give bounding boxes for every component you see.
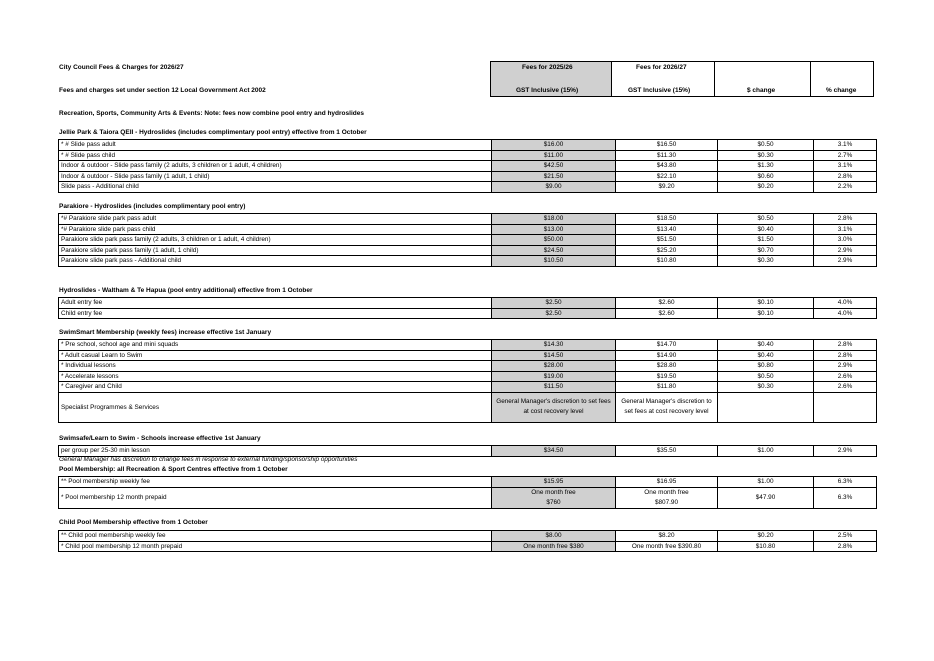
dollar-change-cell: $0.60 [718, 171, 814, 182]
fee-label-cell: *^ Pool membership weekly fee [59, 477, 492, 488]
fee-2026-cell: One month free $390.80 [616, 541, 718, 552]
dollar-change-cell: $1.00 [718, 446, 814, 457]
fee-label-cell: * Pool membership 12 month prepaid [59, 487, 492, 508]
table-row [59, 350, 877, 361]
fee-label-cell: * # Slide pass adult [59, 140, 492, 151]
fee-2026-cell: $43.80 [616, 161, 718, 172]
percent-change-cell: 2.9% [814, 256, 877, 267]
section-title: Swimsafe/Learn to Swim - Schools increase effective 1st January [59, 435, 261, 442]
table-row-prepaid [59, 487, 877, 508]
table-row [59, 340, 877, 351]
fee-2025-cell: $14.30 [492, 340, 616, 351]
fee-2025-cell: $14.50 [492, 350, 616, 361]
fee-label-cell: Specialist Programmes & Services [59, 392, 492, 422]
fee-label-cell: Adult entry fee [59, 298, 492, 309]
fee-2026-cell: One month free $807.90 [616, 487, 718, 508]
fee-2026-cell: $2.60 [616, 298, 718, 309]
percent-change-cell: 2.8% [814, 350, 877, 361]
fee-2026-cell: $13.40 [616, 224, 718, 235]
fee-2025-cell: One month free $380 [492, 541, 616, 552]
fee-2026-cell: $25.20 [616, 245, 718, 256]
percent-change-cell: 4.0% [814, 298, 877, 309]
table-row [59, 541, 877, 552]
percent-change-cell: 2.9% [814, 361, 877, 372]
fees-table-parakiore [58, 213, 877, 267]
fee-2026-cell: $14.70 [616, 340, 718, 351]
percent-change-cell: 2.2% [814, 182, 877, 193]
percent-change-cell: 6.3% [814, 487, 877, 508]
section-title: Parakiore - Hydroslides (includes complimentary pool entry) [59, 203, 246, 210]
table-row [59, 235, 877, 246]
table-row [59, 361, 877, 372]
fee-label-cell: * # Slide pass child [59, 150, 492, 161]
fee-label-cell: * Adult casual Learn to Swim [59, 350, 492, 361]
percent-change-cell: 2.8% [814, 214, 877, 225]
fee-2025-cell: $21.50 [492, 171, 616, 182]
fee-2025-cell: $11.00 [492, 150, 616, 161]
fee-label-cell: Parakiore slide park pass - Additional child [59, 256, 492, 267]
fee-label-cell: Parakiore slide park pass family (1 adult, 1 child) [59, 245, 492, 256]
dollar-change-cell: $0.50 [718, 140, 814, 151]
page-title: City Council Fees & Charges for 2026/27 [59, 64, 184, 71]
dollar-change-cell: $0.40 [718, 340, 814, 351]
col-pct: % change [826, 87, 857, 94]
page-subtitle: Fees and charges set under section 12 Local Government Act 2002 [59, 87, 266, 94]
discretion-note: General Manager has discretion to change fees in response to external funding/sponsorship opportunities [59, 456, 358, 463]
percent-change-cell: 2.5% [814, 531, 877, 542]
fees-table-swimsafe [58, 445, 877, 457]
dollar-change-cell: $0.40 [718, 224, 814, 235]
dollar-change-cell: $47.90 [718, 487, 814, 508]
percent-change-cell: 3.1% [814, 140, 877, 151]
fee-2026-cell: $11.30 [616, 150, 718, 161]
fee-2026-cell: $18.50 [616, 214, 718, 225]
dollar-change-cell: $0.10 [718, 298, 814, 309]
fee-2025-cell: $42.50 [492, 161, 616, 172]
fee-2025-cell: $50.00 [492, 235, 616, 246]
fee-label-cell: per group per 25-30 min lesson [59, 446, 492, 457]
percent-change-cell [814, 392, 877, 422]
fee-label-cell: *# Parakiore slide park pass adult [59, 214, 492, 225]
section-title: Jellie Park & Taiora QEII - Hydroslides (includes complimentary pool entry) effective from 1 October [59, 129, 367, 136]
table-row [59, 371, 877, 382]
percent-change-cell: 3.1% [814, 161, 877, 172]
table-row [59, 477, 877, 488]
table-row [59, 182, 877, 193]
fee-2025-cell: $34.50 [492, 446, 616, 457]
fee-2025-cell: $10.50 [492, 256, 616, 267]
fee-label-cell: *# Parakiore slide park pass child [59, 224, 492, 235]
table-row [59, 446, 877, 457]
fee-2025-cell: $19.00 [492, 371, 616, 382]
table-row [59, 150, 877, 161]
percent-change-cell: 2.6% [814, 382, 877, 393]
dollar-change-cell: $0.50 [718, 214, 814, 225]
dollar-change-cell: $0.30 [718, 150, 814, 161]
section-title: Pool Membership: all Recreation & Sport Centres effective from 1 October [59, 466, 288, 473]
fee-2026-cell: $9.20 [616, 182, 718, 193]
fee-label-cell: Child entry fee [59, 308, 492, 319]
fee-2026-cell: $10.80 [616, 256, 718, 267]
percent-change-cell: 2.6% [814, 371, 877, 382]
col-old-title: Fees for 2025/26 [522, 64, 573, 71]
fee-label-cell: Parakiore slide park pass family (2 adults, 3 children or 1 adult, 4 children) [59, 235, 492, 246]
fee-label-cell: Indoor & outdoor - Slide pass family (1 adult, 1 child) [59, 171, 492, 182]
fee-2026-cell: $35.50 [616, 446, 718, 457]
percent-change-cell: 2.9% [814, 245, 877, 256]
percent-change-cell: 2.8% [814, 541, 877, 552]
percent-change-cell: 3.1% [814, 224, 877, 235]
fee-2025-cell: $24.50 [492, 245, 616, 256]
fee-2026-cell: $16.95 [616, 477, 718, 488]
table-row [59, 256, 877, 267]
percent-change-cell: 4.0% [814, 308, 877, 319]
percent-change-cell: 3.0% [814, 235, 877, 246]
table-row [59, 298, 877, 309]
fees-table-hydroslides-waltham [58, 297, 877, 319]
table-row [59, 308, 877, 319]
percent-change-cell: 6.3% [814, 477, 877, 488]
dollar-change-cell: $0.40 [718, 350, 814, 361]
fee-2026-cell: $28.80 [616, 361, 718, 372]
fee-label-cell: * Individual lessons [59, 361, 492, 372]
fee-2025-cell: $16.00 [492, 140, 616, 151]
dollar-change-cell: $0.70 [718, 245, 814, 256]
fee-label-cell: * Caregiver and Child [59, 382, 492, 393]
fees-table-jellie-park [58, 139, 877, 193]
fee-label-cell: Slide pass - Additional child [59, 182, 492, 193]
fee-2025-cell: $18.00 [492, 214, 616, 225]
table-row [59, 531, 877, 542]
table-row-specialist [59, 392, 877, 422]
dollar-change-cell: $0.30 [718, 256, 814, 267]
table-row [59, 171, 877, 182]
table-row [59, 214, 877, 225]
percent-change-cell: 2.8% [814, 340, 877, 351]
fee-label-cell: *^ Child pool membership weekly fee [59, 531, 492, 542]
fee-2025-cell: $28.00 [492, 361, 616, 372]
col-old-sub: GST Inclusive (15%) [516, 87, 579, 94]
table-row [59, 224, 877, 235]
dollar-change-cell: $0.50 [718, 371, 814, 382]
fee-2025-cell: $13.00 [492, 224, 616, 235]
col-change: $ change [747, 87, 776, 94]
fee-2025-cell: $9.00 [492, 182, 616, 193]
fees-table-pool-membership [58, 476, 877, 509]
table-row [59, 140, 877, 151]
dollar-change-cell [718, 392, 814, 422]
percent-change-cell: 2.8% [814, 171, 877, 182]
dollar-change-cell: $0.10 [718, 308, 814, 319]
dollar-change-cell: $1.30 [718, 161, 814, 172]
fee-2026-cell: $11.80 [616, 382, 718, 393]
fee-2025-cell: $11.50 [492, 382, 616, 393]
fee-2025-cell: $8.00 [492, 531, 616, 542]
fee-2026-cell: $14.90 [616, 350, 718, 361]
percent-change-cell: 2.7% [814, 150, 877, 161]
table-row [59, 161, 877, 172]
fees-table-child-pool-membership [58, 530, 877, 552]
fee-2026-cell: $16.50 [616, 140, 718, 151]
fee-2025-cell: $15.95 [492, 477, 616, 488]
fee-2026-cell: $19.50 [616, 371, 718, 382]
fee-2025-cell: $2.50 [492, 308, 616, 319]
section-title: Hydroslides - Waltham & Te Hapua (pool entry additional) effective from 1 October [59, 287, 313, 294]
section-title: SwimSmart Membership (weekly fees) increase effective 1st January [59, 329, 272, 336]
dollar-change-cell: $1.50 [718, 235, 814, 246]
dollar-change-cell: $0.80 [718, 361, 814, 372]
dollar-change-cell: $0.30 [718, 382, 814, 393]
fee-label-cell: Indoor & outdoor - Slide pass family (2 adults, 3 children or 1 adult, 4 children) [59, 161, 492, 172]
fee-2026-cell: $22.10 [616, 171, 718, 182]
fee-label-cell: * Child pool membership 12 month prepaid [59, 541, 492, 552]
dollar-change-cell: $0.20 [718, 531, 814, 542]
fee-label-cell: * Accelerate lessons [59, 371, 492, 382]
fee-2026-cell: $51.50 [616, 235, 718, 246]
fee-2026-cell: $8.20 [616, 531, 718, 542]
fee-2026-cell: $2.60 [616, 308, 718, 319]
dollar-change-cell: $10.80 [718, 541, 814, 552]
fee-2025-cell: One month free $760 [492, 487, 616, 508]
dollar-change-cell: $0.20 [718, 182, 814, 193]
fee-2025-cell: General Manager's discretion to set fees at cost recovery level [492, 392, 616, 422]
col-new-title: Fees for 2026/27 [636, 64, 687, 71]
dollar-change-cell: $1.00 [718, 477, 814, 488]
fee-label-cell: * Pre school, school age and mini squads [59, 340, 492, 351]
col-new-sub: GST Inclusive (15%) [628, 87, 691, 94]
table-row [59, 382, 877, 393]
fee-2025-cell: $2.50 [492, 298, 616, 309]
section-title: Child Pool Membership effective from 1 October [59, 519, 208, 526]
table-row [59, 245, 877, 256]
percent-change-cell: 2.9% [814, 446, 877, 457]
intro-note: Recreation, Sports, Community Arts & Events: Note: fees now combine pool entry and hydroslides [59, 110, 364, 117]
fee-2026-cell: General Manager's discretion to set fees at cost recovery level [616, 392, 718, 422]
fees-table-swimsmart [58, 339, 877, 423]
